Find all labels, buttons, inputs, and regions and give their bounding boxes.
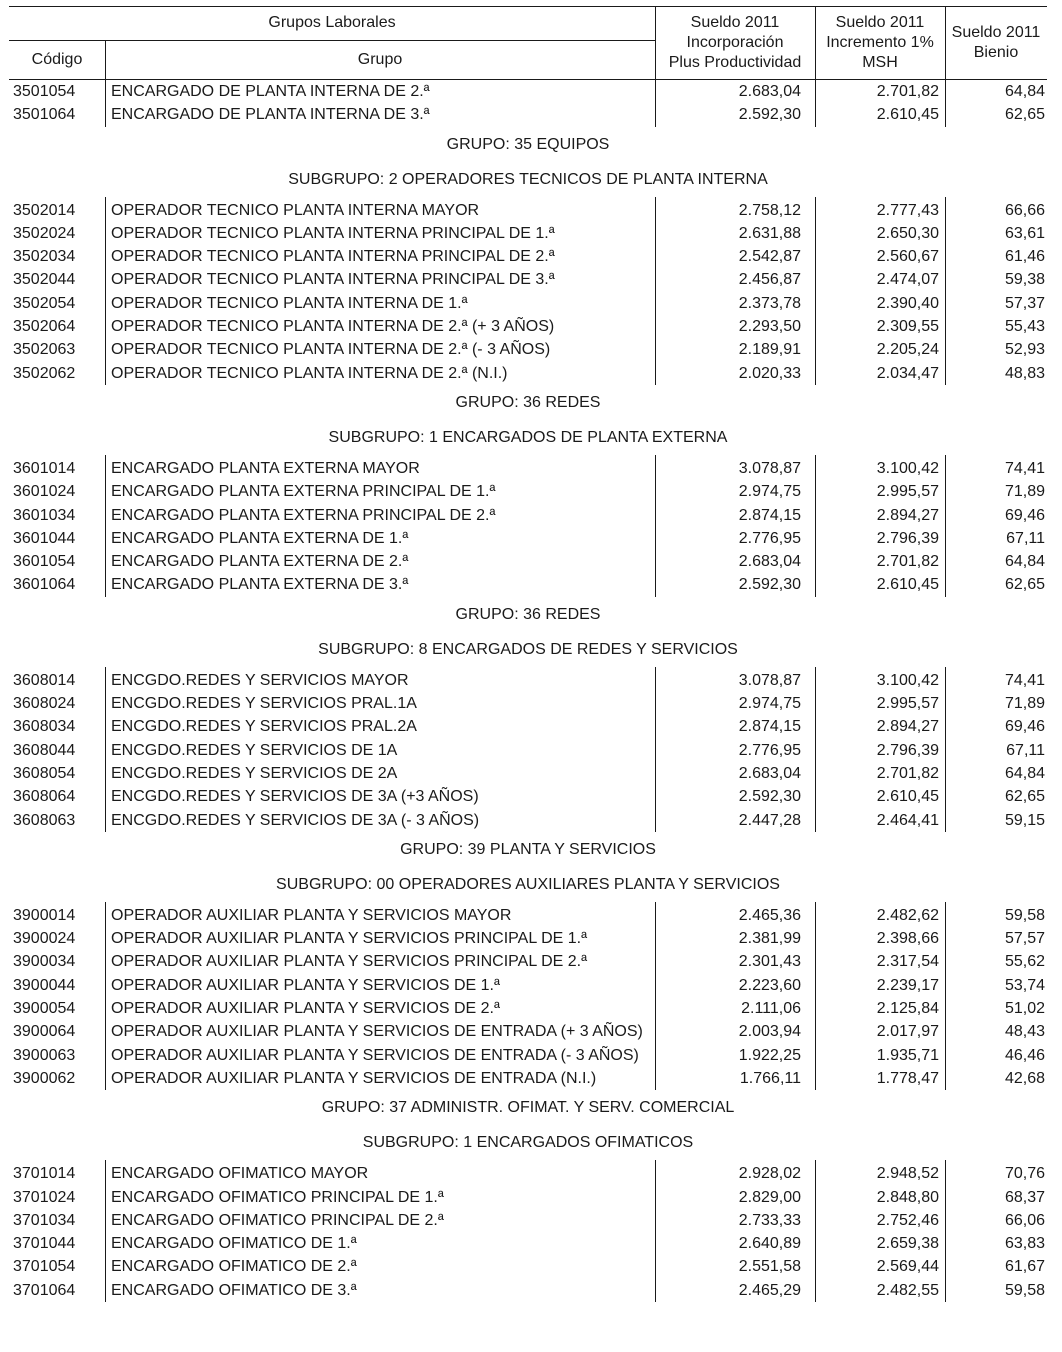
sueldo-incorporacion-cell: 1.922,25 bbox=[738, 1046, 801, 1064]
table-row bbox=[9, 1232, 1047, 1255]
grupo-cell: OPERADOR AUXILIAR PLANTA Y SERVICIOS DE ENTRADA (N.I.) bbox=[111, 1069, 597, 1087]
sueldo-incorporacion-cell: 2.373,78 bbox=[738, 294, 801, 312]
sueldo-bienio-cell: 48,43 bbox=[1004, 1023, 1045, 1041]
sueldo-bienio-cell: 59,58 bbox=[1004, 1281, 1045, 1299]
column-divider bbox=[105, 902, 106, 1090]
sueldo-bienio-cell: 57,37 bbox=[1004, 294, 1045, 312]
code-cell: 3601054 bbox=[13, 553, 76, 571]
code-cell: 3900062 bbox=[13, 1069, 76, 1087]
sueldo-bienio-cell: 66,06 bbox=[1004, 1211, 1045, 1229]
grupo-cell: ENCARGADO PLANTA EXTERNA DE 2.ª bbox=[111, 553, 409, 571]
column-divider bbox=[655, 455, 656, 597]
code-cell: 3502034 bbox=[13, 248, 76, 266]
grupo-cell: ENCARGADO OFIMATICO DE 3.ª bbox=[111, 1281, 357, 1299]
code-cell: 3701024 bbox=[13, 1188, 76, 1206]
section-block bbox=[9, 902, 1047, 1090]
sueldo-incorporacion-cell: 2.874,15 bbox=[738, 506, 801, 524]
table-row bbox=[9, 927, 1047, 950]
grupo-cell: OPERADOR TECNICO PLANTA INTERNA PRINCIPAL DE 1.ª bbox=[111, 224, 555, 242]
grupo-cell: ENCGDO.REDES Y SERVICIOS PRAL.1A bbox=[111, 695, 417, 713]
group-title: GRUPO: 37 ADMINISTR. OFIMAT. Y SERV. COMERCIAL bbox=[321, 1099, 735, 1117]
table-row bbox=[9, 80, 1047, 103]
sueldo-incorporacion-cell: 2.293,50 bbox=[738, 318, 801, 336]
table-row bbox=[9, 1044, 1047, 1067]
sueldo-bienio-cell: 55,43 bbox=[1004, 318, 1045, 336]
sueldo-incremento-cell: 2.650,30 bbox=[876, 224, 939, 242]
column-divider bbox=[105, 1160, 106, 1302]
sueldo-incremento-cell: 2.701,82 bbox=[876, 764, 939, 782]
table-row bbox=[9, 550, 1047, 573]
sueldo-bienio-cell: 59,58 bbox=[1004, 906, 1045, 924]
group-title: GRUPO: 36 REDES bbox=[455, 605, 601, 623]
column-divider bbox=[945, 1160, 946, 1302]
code-cell: 3502054 bbox=[13, 294, 76, 312]
sueldo-incremento-cell: 2.610,45 bbox=[876, 788, 939, 806]
column-divider bbox=[655, 197, 656, 385]
sueldo-incorporacion-cell: 2.776,95 bbox=[738, 529, 801, 547]
sueldo-incremento-cell: 2.017,97 bbox=[876, 1023, 939, 1041]
sueldo-incremento-cell: 2.482,62 bbox=[876, 906, 939, 924]
grupo-cell: OPERADOR TECNICO PLANTA INTERNA DE 1.ª bbox=[111, 294, 468, 312]
sueldo-bienio-cell: 64,84 bbox=[1004, 83, 1045, 100]
sueldo-bienio-cell: 53,74 bbox=[1004, 976, 1045, 994]
sueldo-incremento-cell: 2.848,80 bbox=[876, 1188, 939, 1206]
column-divider bbox=[655, 80, 656, 127]
column-divider bbox=[105, 80, 106, 127]
code-cell: 3601034 bbox=[13, 506, 76, 524]
sueldo-incremento-cell: 2.317,54 bbox=[876, 953, 939, 971]
sueldo-incremento-cell: 2.125,84 bbox=[876, 1000, 939, 1018]
code-cell: 3502063 bbox=[13, 341, 76, 359]
sueldo-incorporacion-cell: 2.465,29 bbox=[738, 1281, 801, 1299]
sueldo-incorporacion-cell: 2.592,30 bbox=[738, 106, 801, 124]
sueldo-incremento-cell: 2.796,39 bbox=[876, 741, 939, 759]
table-row bbox=[9, 1279, 1047, 1302]
sueldo-incremento-cell: 2.659,38 bbox=[876, 1235, 939, 1253]
sueldo-incorporacion-cell: 2.874,15 bbox=[738, 718, 801, 736]
grupo-cell: ENCGDO.REDES Y SERVICIOS PRAL.2A bbox=[111, 718, 417, 736]
table-row bbox=[9, 268, 1047, 291]
sueldo-bienio-cell: 63,83 bbox=[1004, 1235, 1045, 1253]
sueldo-incremento-cell: 2.995,57 bbox=[876, 483, 939, 501]
column-divider bbox=[815, 667, 816, 832]
code-cell: 3502014 bbox=[13, 201, 76, 219]
code-cell: 3900064 bbox=[13, 1023, 76, 1041]
sueldo-incremento-cell: 2.205,24 bbox=[876, 341, 939, 359]
sueldo-bienio-cell: 69,46 bbox=[1004, 506, 1045, 524]
code-cell: 3701014 bbox=[13, 1165, 76, 1183]
table-row bbox=[9, 1020, 1047, 1043]
sueldo-incorporacion-cell: 2.640,89 bbox=[738, 1235, 801, 1253]
sueldo-bienio-cell: 42,68 bbox=[1004, 1069, 1045, 1087]
sueldo-bienio-cell: 64,84 bbox=[1004, 553, 1045, 571]
code-cell: 3900024 bbox=[13, 930, 76, 948]
sueldo-bienio-cell: 51,02 bbox=[1004, 1000, 1045, 1018]
table-row bbox=[9, 338, 1047, 361]
sueldo-bienio-cell: 66,66 bbox=[1004, 201, 1045, 219]
sueldo-incremento-cell: 2.464,41 bbox=[876, 811, 939, 829]
code-cell: 3601044 bbox=[13, 529, 76, 547]
grupo-cell: OPERADOR TECNICO PLANTA INTERNA PRINCIPAL DE 3.ª bbox=[111, 271, 555, 289]
sueldo-bienio-cell: 71,89 bbox=[1004, 695, 1045, 713]
sueldo-incorporacion-cell: 2.974,75 bbox=[738, 695, 801, 713]
sueldo-incremento-cell: 2.034,47 bbox=[876, 364, 939, 382]
code-cell: 3601014 bbox=[13, 459, 76, 477]
table-row bbox=[9, 1162, 1047, 1185]
grupo-cell: ENCGDO.REDES Y SERVICIOS DE 2A bbox=[111, 764, 398, 782]
sueldo-bienio-cell: 62,65 bbox=[1004, 576, 1045, 594]
sueldo-incorporacion-cell: 3.078,87 bbox=[738, 459, 801, 477]
sueldo-incorporacion-cell: 2.551,58 bbox=[738, 1258, 801, 1276]
sueldo-incorporacion-cell: 2.020,33 bbox=[738, 364, 801, 382]
column-divider bbox=[105, 455, 106, 597]
group-title: GRUPO: 39 PLANTA Y SERVICIOS bbox=[400, 840, 656, 858]
salary-table bbox=[9, 0, 1047, 1302]
grupo-cell: ENCARGADO OFIMATICO DE 2.ª bbox=[111, 1258, 357, 1276]
column-divider bbox=[945, 80, 946, 127]
grupo-cell: ENCGDO.REDES Y SERVICIOS DE 3A (- 3 AÑOS) bbox=[111, 811, 480, 829]
grupo-cell: ENCARGADO PLANTA EXTERNA MAYOR bbox=[111, 459, 420, 477]
sueldo-bienio-cell: 64,84 bbox=[1004, 764, 1045, 782]
sueldo-bienio-cell: 61,67 bbox=[1004, 1258, 1045, 1276]
sueldo-incremento-cell: 2.560,67 bbox=[876, 248, 939, 266]
subgroup-title: SUBGRUPO: 1 ENCARGADOS OFIMATICOS bbox=[362, 1134, 694, 1152]
sueldo-incremento-cell: 3.100,42 bbox=[876, 459, 939, 477]
sueldo-incremento-cell: 2.474,07 bbox=[876, 271, 939, 289]
sueldo-incorporacion-cell: 2.111,06 bbox=[741, 1000, 801, 1018]
subgroup-title: SUBGRUPO: 8 ENCARGADOS DE REDES Y SERVICIOS bbox=[318, 640, 738, 658]
sueldo-bienio-cell: 74,41 bbox=[1004, 671, 1045, 689]
section-block bbox=[9, 455, 1047, 597]
sueldo-incorporacion-cell: 2.829,00 bbox=[738, 1188, 801, 1206]
grupo-cell: ENCARGADO PLANTA EXTERNA DE 3.ª bbox=[111, 576, 409, 594]
code-cell: 3701054 bbox=[13, 1258, 76, 1276]
grupo-cell: ENCARGADO DE PLANTA INTERNA DE 3.ª bbox=[111, 106, 430, 124]
sueldo-incorporacion-cell: 3.078,87 bbox=[738, 671, 801, 689]
sueldo-bienio-cell: 55,62 bbox=[1004, 953, 1045, 971]
code-cell: 3502044 bbox=[13, 271, 76, 289]
code-cell: 3608044 bbox=[13, 741, 76, 759]
column-divider bbox=[815, 902, 816, 1090]
sueldo-bienio-cell: 74,41 bbox=[1004, 459, 1045, 477]
sueldo-incorporacion-cell: 2.381,99 bbox=[738, 930, 801, 948]
header-top-rule bbox=[9, 6, 1047, 7]
sueldo-incremento-cell: 2.796,39 bbox=[876, 529, 939, 547]
sueldo-incremento-cell: 2.894,27 bbox=[876, 718, 939, 736]
code-cell: 3701044 bbox=[13, 1235, 76, 1253]
code-cell: 3608034 bbox=[13, 718, 76, 736]
code-cell: 3701064 bbox=[13, 1281, 76, 1299]
sueldo-incremento-cell: 2.752,46 bbox=[876, 1211, 939, 1229]
section-block bbox=[9, 667, 1047, 832]
sueldo-incremento-cell: 2.239,17 bbox=[876, 976, 939, 994]
sueldo-bienio-cell: 62,65 bbox=[1004, 788, 1045, 806]
code-cell: 3502062 bbox=[13, 364, 76, 382]
table-row bbox=[9, 362, 1047, 385]
sueldo-incremento-cell: 2.482,55 bbox=[876, 1281, 939, 1299]
sueldo-incremento-cell: 2.894,27 bbox=[876, 506, 939, 524]
table-row bbox=[9, 715, 1047, 738]
subgroup-title: SUBGRUPO: 00 OPERADORES AUXILIARES PLANTA Y SERVICIOS bbox=[276, 875, 780, 893]
sueldo-incremento-cell: 2.948,52 bbox=[876, 1165, 939, 1183]
sueldo-bienio-cell: 52,93 bbox=[1004, 341, 1045, 359]
sueldo-incorporacion-cell: 2.301,43 bbox=[738, 953, 801, 971]
grupo-cell: ENCGDO.REDES Y SERVICIOS DE 1A bbox=[111, 741, 398, 759]
table-header bbox=[9, 0, 1047, 80]
sueldo-incorporacion-cell: 2.928,02 bbox=[738, 1165, 801, 1183]
table-row bbox=[9, 103, 1047, 126]
grupo-cell: ENCARGADO OFIMATICO PRINCIPAL DE 2.ª bbox=[111, 1211, 444, 1229]
sueldo-incorporacion-cell: 2.592,30 bbox=[738, 788, 801, 806]
code-cell: 3501064 bbox=[13, 106, 76, 124]
column-divider bbox=[945, 197, 946, 385]
table-row bbox=[9, 974, 1047, 997]
sueldo-incorporacion-cell: 2.631,88 bbox=[738, 224, 801, 242]
grupo-cell: OPERADOR TECNICO PLANTA INTERNA PRINCIPAL DE 2.ª bbox=[111, 248, 555, 266]
code-cell: 3900063 bbox=[13, 1046, 76, 1064]
sueldo-incorporacion-cell: 2.456,87 bbox=[738, 271, 801, 289]
column-divider bbox=[815, 1160, 816, 1302]
sueldo-bienio-cell: 67,11 bbox=[1006, 741, 1045, 759]
sueldo-incorporacion-cell: 2.223,60 bbox=[738, 976, 801, 994]
table-row bbox=[9, 1186, 1047, 1209]
grupo-cell: ENCARGADO OFIMATICO DE 1.ª bbox=[111, 1235, 357, 1253]
sueldo-incremento-cell: 2.309,55 bbox=[876, 318, 939, 336]
table-row bbox=[9, 527, 1047, 550]
section-block bbox=[9, 197, 1047, 385]
grupo-cell: ENCGDO.REDES Y SERVICIOS DE 3A (+3 AÑOS) bbox=[111, 788, 479, 806]
code-cell: 3608064 bbox=[13, 788, 76, 806]
grupo-cell: OPERADOR TECNICO PLANTA INTERNA MAYOR bbox=[111, 201, 480, 219]
grupo-cell: ENCARGADO OFIMATICO PRINCIPAL DE 1.ª bbox=[111, 1188, 444, 1206]
code-cell: 3900044 bbox=[13, 976, 76, 994]
header-sueldo-incorporacion: Sueldo 2011 Incorporación Plus Productividad bbox=[668, 14, 802, 71]
sueldo-bienio-cell: 59,15 bbox=[1004, 811, 1045, 829]
table-row bbox=[9, 809, 1047, 832]
sueldo-bienio-cell: 68,37 bbox=[1004, 1188, 1045, 1206]
grupo-cell: OPERADOR AUXILIAR PLANTA Y SERVICIOS DE ENTRADA (+ 3 AÑOS) bbox=[111, 1023, 643, 1041]
sueldo-bienio-cell: 59,38 bbox=[1004, 271, 1045, 289]
column-divider bbox=[815, 197, 816, 385]
table-row bbox=[9, 573, 1047, 596]
subgroup-title: SUBGRUPO: 2 OPERADORES TECNICOS DE PLANTA INTERNA bbox=[288, 170, 768, 188]
code-cell: 3601064 bbox=[13, 576, 76, 594]
table-row bbox=[9, 1067, 1047, 1090]
sueldo-incorporacion-cell: 2.542,87 bbox=[738, 248, 801, 266]
table-row bbox=[9, 692, 1047, 715]
sueldo-incorporacion-cell: 2.683,04 bbox=[738, 83, 801, 100]
column-divider bbox=[945, 667, 946, 832]
sueldo-incremento-cell: 2.569,44 bbox=[876, 1258, 939, 1276]
code-cell: 3900014 bbox=[13, 906, 76, 924]
header-sueldo-incremento: Sueldo 2011 Incremento 1% MSH bbox=[826, 14, 934, 71]
sueldo-incremento-cell: 1.778,47 bbox=[876, 1069, 939, 1087]
sueldo-incorporacion-cell: 2.447,28 bbox=[738, 811, 801, 829]
code-cell: 3608014 bbox=[13, 671, 76, 689]
sueldo-incremento-cell: 2.390,40 bbox=[876, 294, 939, 312]
column-divider bbox=[945, 902, 946, 1090]
sueldo-incorporacion-cell: 2.683,04 bbox=[738, 764, 801, 782]
table-row bbox=[9, 292, 1047, 315]
grupo-cell: OPERADOR AUXILIAR PLANTA Y SERVICIOS DE ENTRADA (- 3 AÑOS) bbox=[111, 1046, 639, 1064]
table-row bbox=[9, 457, 1047, 480]
grupo-cell: OPERADOR AUXILIAR PLANTA Y SERVICIOS PRINCIPAL DE 2.ª bbox=[111, 953, 588, 971]
table-row bbox=[9, 222, 1047, 245]
column-divider bbox=[105, 197, 106, 385]
code-cell: 3608063 bbox=[13, 811, 76, 829]
grupo-cell: OPERADOR TECNICO PLANTA INTERNA DE 2.ª (+ 3 AÑOS) bbox=[111, 318, 555, 336]
table-row bbox=[9, 199, 1047, 222]
table-row bbox=[9, 739, 1047, 762]
table-row bbox=[9, 997, 1047, 1020]
code-cell: 3701034 bbox=[13, 1211, 76, 1229]
table-row bbox=[9, 904, 1047, 927]
sueldo-bienio-cell: 57,57 bbox=[1004, 930, 1045, 948]
grupo-cell: ENCARGADO OFIMATICO MAYOR bbox=[111, 1165, 369, 1183]
sueldo-bienio-cell: 71,89 bbox=[1004, 483, 1045, 501]
sueldo-bienio-cell: 62,65 bbox=[1004, 106, 1045, 124]
sueldo-bienio-cell: 69,46 bbox=[1004, 718, 1045, 736]
sueldo-bienio-cell: 63,61 bbox=[1004, 224, 1045, 242]
code-cell: 3601024 bbox=[13, 483, 76, 501]
sueldo-incorporacion-cell: 2.592,30 bbox=[738, 576, 801, 594]
grupo-cell: ENCGDO.REDES Y SERVICIOS MAYOR bbox=[111, 671, 409, 689]
code-cell: 3900054 bbox=[13, 1000, 76, 1018]
header-sueldo-bienio: Sueldo 2011 Bienio bbox=[951, 24, 1041, 61]
sueldo-incremento-cell: 2.610,45 bbox=[876, 106, 939, 124]
sueldo-incremento-cell: 2.398,66 bbox=[876, 930, 939, 948]
column-divider bbox=[655, 667, 656, 832]
table-row bbox=[9, 669, 1047, 692]
grupo-cell: OPERADOR AUXILIAR PLANTA Y SERVICIOS MAYOR bbox=[111, 906, 512, 924]
sueldo-bienio-cell: 70,76 bbox=[1004, 1165, 1045, 1183]
sueldo-bienio-cell: 46,46 bbox=[1004, 1046, 1045, 1064]
sueldo-incremento-cell: 2.701,82 bbox=[876, 553, 939, 571]
column-divider bbox=[655, 1160, 656, 1302]
grupo-cell: OPERADOR AUXILIAR PLANTA Y SERVICIOS DE 1.ª bbox=[111, 976, 500, 994]
sueldo-incorporacion-cell: 2.758,12 bbox=[738, 201, 801, 219]
grupo-cell: OPERADOR AUXILIAR PLANTA Y SERVICIOS PRINCIPAL DE 1.ª bbox=[111, 930, 588, 948]
sueldo-bienio-cell: 61,46 bbox=[1004, 248, 1045, 266]
sueldo-incorporacion-cell: 2.465,36 bbox=[738, 906, 801, 924]
header-grupo: Grupo bbox=[357, 51, 403, 68]
sueldo-bienio-cell: 67,11 bbox=[1006, 529, 1045, 547]
table-row bbox=[9, 1209, 1047, 1232]
group-title: GRUPO: 36 REDES bbox=[455, 393, 601, 411]
sueldo-incorporacion-cell: 2.733,33 bbox=[738, 1211, 801, 1229]
table-row bbox=[9, 245, 1047, 268]
sueldo-incorporacion-cell: 2.776,95 bbox=[738, 741, 801, 759]
sueldo-incremento-cell: 2.995,57 bbox=[876, 695, 939, 713]
sueldo-incremento-cell: 2.701,82 bbox=[876, 83, 939, 100]
sueldo-incremento-cell: 1.935,71 bbox=[876, 1046, 939, 1064]
sueldo-incremento-cell: 3.100,42 bbox=[876, 671, 939, 689]
grupo-cell: ENCARGADO PLANTA EXTERNA PRINCIPAL DE 2.ª bbox=[111, 506, 496, 524]
table-row bbox=[9, 785, 1047, 808]
code-cell: 3502064 bbox=[13, 318, 76, 336]
grupo-cell: OPERADOR TECNICO PLANTA INTERNA DE 2.ª (N.I.) bbox=[111, 364, 508, 382]
code-cell: 3900034 bbox=[13, 953, 76, 971]
table-row bbox=[9, 315, 1047, 338]
table-row bbox=[9, 1255, 1047, 1278]
sueldo-incorporacion-cell: 2.189,91 bbox=[738, 341, 801, 359]
sueldo-bienio-cell: 48,83 bbox=[1004, 364, 1045, 382]
table-row bbox=[9, 762, 1047, 785]
sueldo-incorporacion-cell: 1.766,11 bbox=[739, 1069, 801, 1087]
header-grupos-laborales: Grupos Laborales bbox=[268, 14, 396, 31]
grupo-cell: ENCARGADO PLANTA EXTERNA PRINCIPAL DE 1.ª bbox=[111, 483, 496, 501]
table-row bbox=[9, 480, 1047, 503]
column-divider bbox=[815, 80, 816, 127]
grupo-cell: OPERADOR AUXILIAR PLANTA Y SERVICIOS DE 2.ª bbox=[111, 1000, 500, 1018]
table-body bbox=[9, 80, 1047, 1302]
section-block bbox=[9, 80, 1047, 127]
sueldo-incremento-cell: 2.777,43 bbox=[876, 201, 939, 219]
column-divider bbox=[655, 902, 656, 1090]
code-cell: 3608054 bbox=[13, 764, 76, 782]
table-row bbox=[9, 950, 1047, 973]
column-divider bbox=[945, 455, 946, 597]
code-cell: 3501054 bbox=[13, 83, 76, 100]
grupo-cell: ENCARGADO DE PLANTA INTERNA DE 2.ª bbox=[111, 83, 430, 100]
subgroup-title: SUBGRUPO: 1 ENCARGADOS DE PLANTA EXTERNA bbox=[328, 428, 728, 446]
column-divider bbox=[815, 455, 816, 597]
code-cell: 3608024 bbox=[13, 695, 76, 713]
sueldo-incremento-cell: 2.610,45 bbox=[876, 576, 939, 594]
sueldo-incorporacion-cell: 2.683,04 bbox=[738, 553, 801, 571]
column-divider bbox=[105, 667, 106, 832]
grupo-cell: ENCARGADO PLANTA EXTERNA DE 1.ª bbox=[111, 529, 409, 547]
sueldo-incorporacion-cell: 2.003,94 bbox=[738, 1023, 801, 1041]
sueldo-incorporacion-cell: 2.974,75 bbox=[738, 483, 801, 501]
grupo-cell: OPERADOR TECNICO PLANTA INTERNA DE 2.ª (- 3 AÑOS) bbox=[111, 341, 551, 359]
section-block bbox=[9, 1160, 1047, 1302]
header-codigo: Código bbox=[31, 51, 83, 68]
code-cell: 3502024 bbox=[13, 224, 76, 242]
table-row bbox=[9, 504, 1047, 527]
group-title: GRUPO: 35 EQUIPOS bbox=[446, 135, 610, 153]
